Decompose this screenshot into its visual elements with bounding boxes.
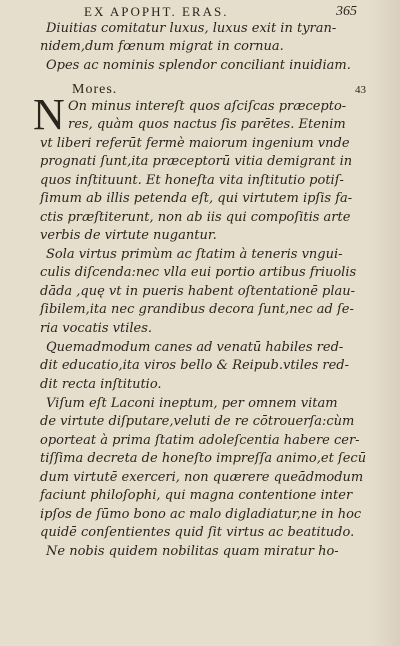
text-line: vt liberi referūt fermè maiorum ingenium vnde <box>40 136 350 151</box>
text-line: Viſum eſt Laconi ineptum, per omnem vitam <box>46 396 338 411</box>
text-line: faciunt philoſophi, qui magna contentione inter <box>40 488 353 503</box>
page-edge-shadow <box>370 0 400 646</box>
text-line: oporteat à prima ſtatim adoleſcentia habere cer- <box>40 433 360 448</box>
running-title: EX APOPHT. ERAS. <box>84 4 229 19</box>
text-line: Sola virtus primùm ac ſtatim à teneris vngui- <box>46 247 343 262</box>
page-number: 365 <box>336 4 357 19</box>
text-line: ctis præſtiterunt, non ab iis qui compoſitis arte <box>40 210 351 225</box>
text-line: de virtute diſputare,veluti de re cōtrouerſa:cùm <box>40 414 355 429</box>
text-line: ſimum ab illis petenda eſt, qui virtutem ipſis fa- <box>40 191 353 206</box>
text-line: Ne nobis quidem nobilitas quam miratur ho- <box>46 544 339 559</box>
text-line: quidē conſentientes quid ſit virtus ac beatitudo. <box>40 525 355 540</box>
text-line: dum virtutē exerceri, non quærere queādmodum <box>40 470 364 485</box>
text-line: ria vocatis vtiles. <box>40 321 153 336</box>
text-line: ipſos de ſūmo bono ac malo digladiatur,ne in hoc <box>40 507 362 522</box>
text-line: Quemadmodum canes ad venatū habiles red- <box>46 340 344 355</box>
text-line: quos inſtituunt. Et honeſta vita inſtitutio potiſ- <box>40 173 344 188</box>
text-line: verbis de virtute nugantur. <box>40 228 217 243</box>
text-line: On minus intereſt quos aſciſcas præcepto- <box>68 99 347 114</box>
text-line: culis diſcenda:nec vlla eui portio artibus friuolis <box>40 265 357 280</box>
text-line: res, quàm quos nactus ſis parētes. Etenim <box>68 117 346 132</box>
text-line: prognati ſunt,ita præceptorū vitia demigrant in <box>40 154 353 169</box>
text-line: tiſſima decreta de honeſto impreſſa animo,et ſecū <box>40 451 367 466</box>
text-line: dit educatio,ita viros bello & Reipub.vtiles red- <box>40 358 349 373</box>
text-line: dit recta inſtitutio. <box>40 377 162 392</box>
text-line: Diuitias comitatur luxus, luxus exit in tyran- <box>46 21 337 36</box>
section-heading: Mores. <box>72 82 118 97</box>
text-line: Opes ac nominis splendor conciliant inuidiam. <box>46 58 351 73</box>
text-line: ſibilem,ita nec grandibus decora ſunt,nec ad ſe- <box>40 302 354 317</box>
signature-mark: 43 <box>355 84 366 96</box>
drop-cap: N <box>33 90 65 139</box>
text-line: dāda ,quę vt in pueris habent oſtentationē plau- <box>40 284 356 299</box>
text-line: nidem,dum fœnum migrat in cornua. <box>40 39 284 54</box>
